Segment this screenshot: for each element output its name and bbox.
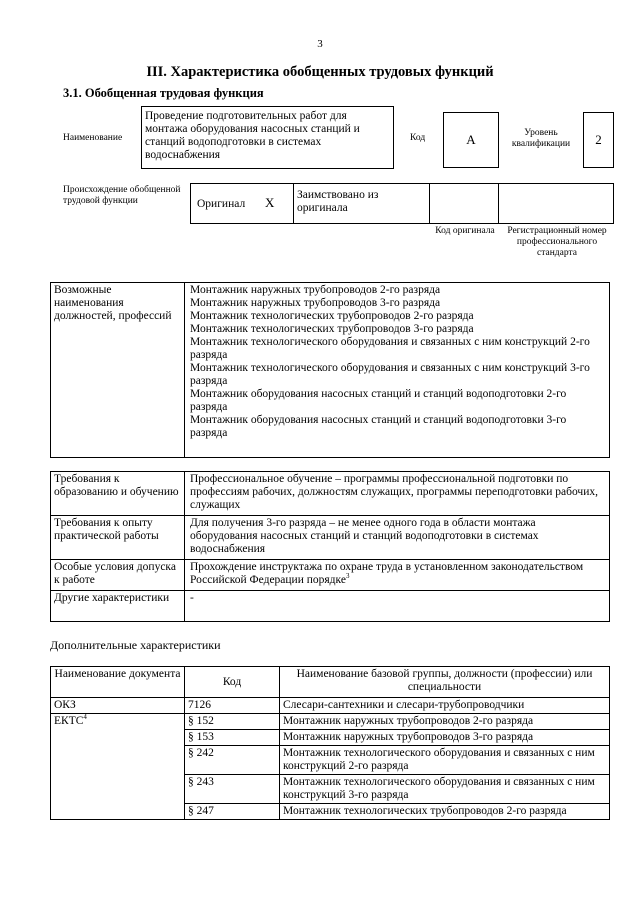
requirements-table [50,471,610,622]
positions-row [51,283,610,458]
name-value-box [141,106,394,169]
requirements-row [51,516,610,560]
subsection-title: 3.1. Обобщенная трудовая функция [63,86,264,100]
additional-header-row [51,667,610,698]
table-row [51,714,610,730]
name-cell: Монтажник технологического оборудования и связанных с ним конструкций 3-го разряда [280,775,610,804]
code-value: А [466,132,476,147]
experience-label: Требования к опыту практической работы [51,516,185,560]
positions-label: Возможные наименования должностей, профессий [51,283,185,458]
other-label: Другие характеристики [51,591,185,622]
admission-label: Особые условия допуска к работе [51,560,185,591]
code-cell: § 152 [185,714,280,730]
name-cell: Слесари-сантехники и слесари-трубопроводчики [280,698,610,714]
code-original-caption: Код оригинала [435,226,495,236]
position-item: Монтажник технологических трубопроводов 3-го разряда [190,323,474,335]
requirements-row [51,591,610,622]
section-title: III. Характеристика обобщенных трудовых функций [146,64,494,80]
positions-table [50,282,610,458]
origin-label: Происхождение обобщенной трудовой функции [63,185,181,206]
education-label: Требования к образованию и обучению [51,472,185,516]
name-cell: Монтажник наружных трубопроводов 2-го разряда [280,714,610,730]
position-item: Монтажник оборудования насосных станций и станций водоподготовки 2-го разряда [190,388,567,413]
page-number: 3 [317,38,323,50]
admission-value [185,560,610,591]
column-header-code: Код [185,667,280,698]
origin-divider-1 [293,184,294,223]
doc-text: ОКЗ [54,699,76,711]
original-label: Оригинал [197,198,246,210]
requirements-row [51,472,610,516]
origin-divider-2 [429,184,430,223]
position-item: Монтажник наружных трубопроводов 3-го разряда [190,297,441,309]
doc-text: ЕКТС [54,715,84,727]
doc-cell [51,698,185,714]
column-header-name: Наименование базовой группы, должности (профессии) или специальности [280,667,610,698]
education-value: Профессиональное обучение – программы профессиональной подготовки по профессиям рабочих, должностям служащих, программы переподготовки рабочих, служащих [185,472,610,516]
doc-footnote-ref: 4 [83,713,87,722]
name-label: Наименование [63,133,123,143]
table-row [51,698,610,714]
position-item: Монтажник наружных трубопроводов 2-го разряда [190,284,441,296]
position-item: Монтажник оборудования насосных станций и станций водоподготовки 3-го разряда [190,414,567,439]
origin-divider-3 [498,184,499,223]
code-cell: § 243 [185,775,280,804]
code-cell: § 247 [185,804,280,820]
additional-title: Дополнительные характеристики [50,638,221,652]
other-value: - [185,591,610,622]
level-value: 2 [595,132,602,147]
code-cell: § 153 [185,730,280,746]
footnote-ref: 3 [345,572,350,581]
borrowed-label: Заимствовано из оригинала [297,189,379,214]
reg-number-caption: Регистрационный номер профессионального стандарта [507,226,607,258]
code-cell: § 242 [185,746,280,775]
code-cell: 7126 [185,698,280,714]
position-item: Монтажник технологических трубопроводов 2-го разряда [190,310,474,322]
code-label: Код [410,133,426,143]
position-item: Монтажник технологического оборудования и связанных с ним конструкций 2-го разряда [190,336,590,361]
column-header-document: Наименование документа [51,667,185,698]
doc-cell [51,714,185,820]
level-label: Уровень квалификации [511,128,571,149]
requirements-row [51,560,610,591]
name-value: Проведение подготовительных работ для монтажа оборудования насосных станций и станций водоподготовки в системах водоснабжения [145,110,360,161]
position-item: Монтажник технологического оборудования и связанных с ним конструкций 3-го разряда [190,362,590,387]
name-cell: Монтажник технологического оборудования и связанных с ним конструкций 2-го разряда [280,746,610,775]
name-cell: Монтажник технологических трубопроводов 2-го разряда [280,804,610,820]
positions-list [185,283,610,458]
name-cell: Монтажник наружных трубопроводов 3-го разряда [280,730,610,746]
experience-value: Для получения 3-го разряда – не менее одного года в области монтажа оборудования насосных станций и станций водоподготовки в системах водоснабжения [185,516,610,560]
level-box [583,112,614,168]
original-mark: Х [265,195,275,210]
origin-box [190,183,614,224]
code-box [443,112,499,168]
additional-table [50,666,610,820]
admission-text: Прохождение инструктажа по охране труда в установленном законодательством Российской Федерации порядке [190,561,584,586]
